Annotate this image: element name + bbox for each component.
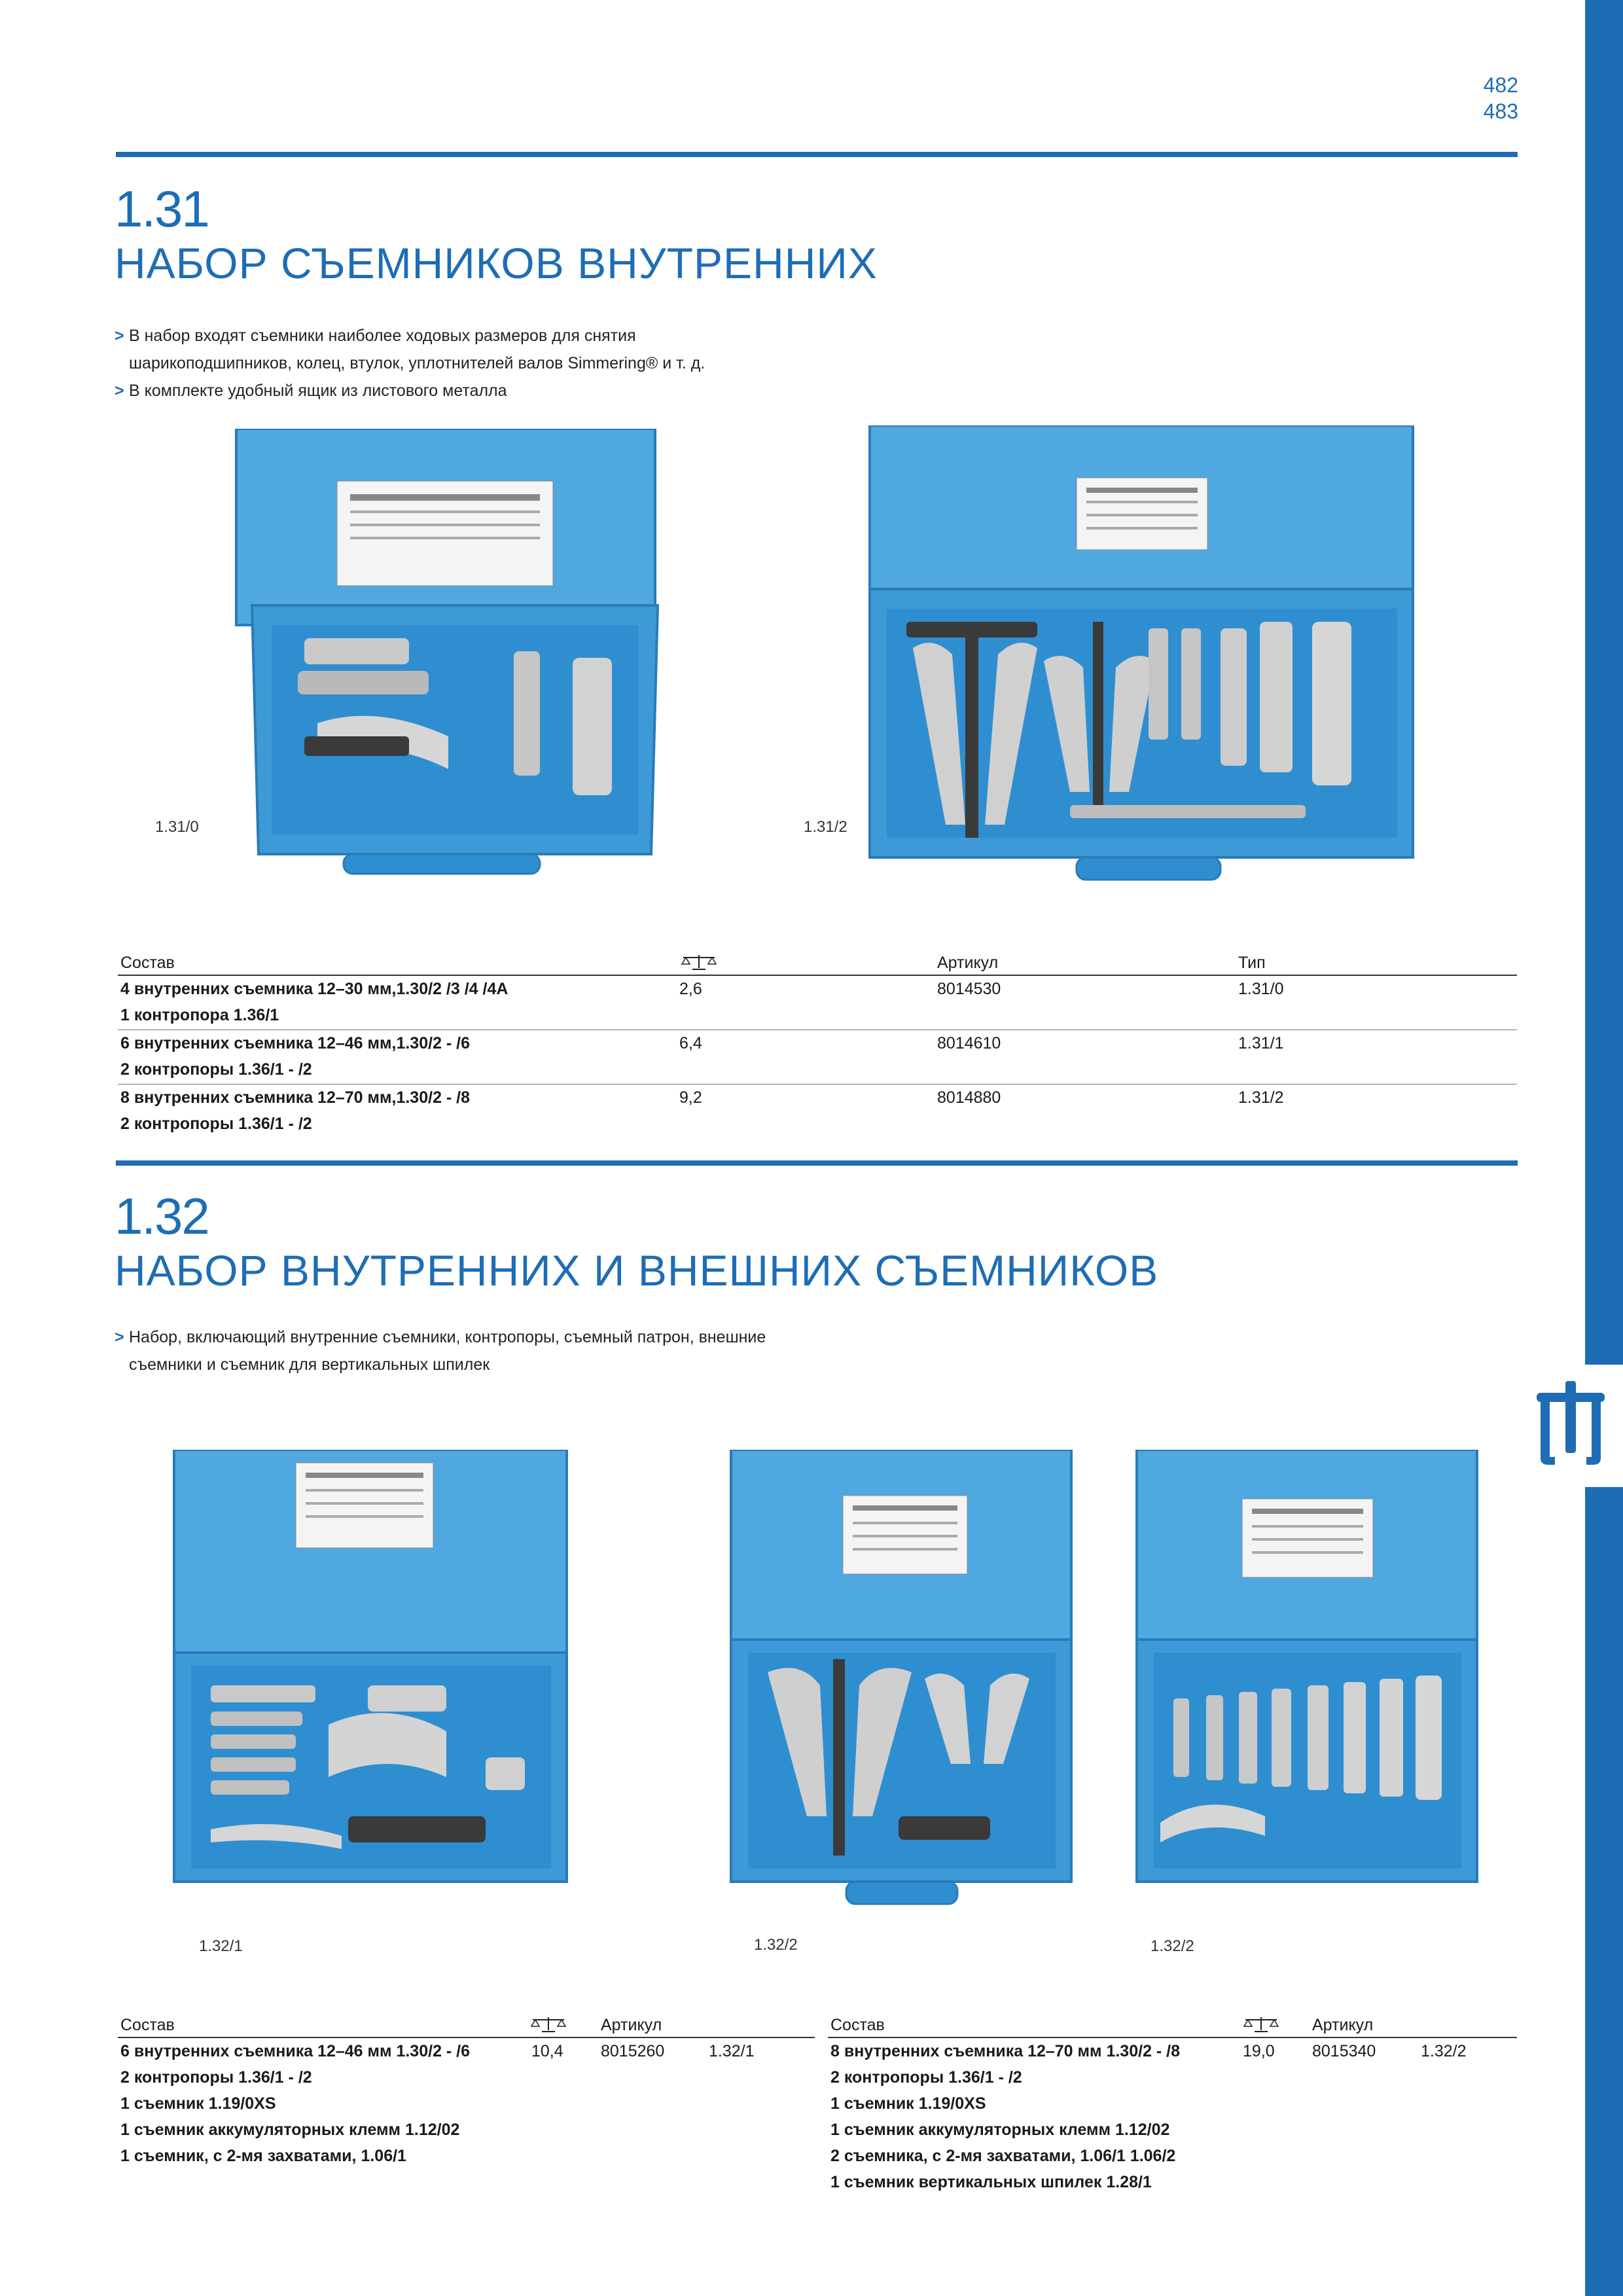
composition-line: 1 съемник вертикальных шпилек 1.28/1 — [830, 2173, 1152, 2191]
weight-cell: 9,2 — [679, 1088, 702, 1107]
photo-caption: 1.31/0 — [155, 818, 199, 836]
header-rule — [116, 152, 1518, 157]
product-photo-1-32-1 — [171, 1450, 571, 1914]
feature-list — [115, 1323, 900, 1378]
composition-cell — [120, 976, 508, 1028]
article-cell: 8014530 — [937, 980, 1001, 998]
side-band-top — [1585, 0, 1623, 1365]
composition-line: 1 съемник аккумуляторных клемм 1.12/02 — [120, 2121, 460, 2139]
column-header-article: Артикул — [601, 2016, 662, 2034]
feature-list — [115, 322, 769, 404]
weight-cell: 10,4 — [531, 2042, 563, 2060]
photo-caption: 1.32/2 — [1150, 1937, 1194, 1955]
composition-line: 1 съемник аккумуляторных клемм 1.12/02 — [830, 2121, 1170, 2139]
product-photo-1-32-2-b — [1134, 1450, 1481, 1914]
photo-caption: 1.31/2 — [804, 818, 847, 836]
feature-item-continued: шарикоподшипников, колец, втулок, уплотнителей валов Simmering® и т. д. — [129, 354, 705, 372]
composition-line: 2 контропоры 1.36/1 - /2 — [120, 1115, 312, 1133]
product-photo-1-31-2 — [867, 425, 1417, 890]
composition-cell — [830, 2038, 1180, 2195]
table-header — [118, 2013, 815, 2038]
scale-kg-icon — [1243, 2016, 1279, 2034]
section-title: НАБОР СЪЕМНИКОВ ВНУТРЕННИХ — [115, 239, 878, 287]
side-band-bottom — [1585, 1487, 1623, 2296]
section-title: НАБОР ВНУТРЕННИХ И ВНЕШНИХ СЪЕМНИКОВ — [115, 1246, 1159, 1295]
article-cell: 8014880 — [937, 1088, 1001, 1107]
puller-icon — [1531, 1381, 1610, 1473]
composition-line: 2 съемника, с 2-мя захватами, 1.06/1 1.06/2 — [830, 2147, 1176, 2165]
spec-table-1-32-2 — [828, 2013, 1517, 2202]
composition-line: 8 внутренних съемника 12–70 мм,1.30/2 - /8 — [120, 1088, 471, 1107]
section-divider — [116, 1160, 1518, 1166]
composition-line: 2 контропоры 1.36/1 - /2 — [830, 2068, 1022, 2087]
composition-line: 6 внутренних съемника 12–46 мм,1.30/2 - /6 — [120, 1034, 471, 1052]
weight-cell: 19,0 — [1243, 2042, 1275, 2060]
table-header — [828, 2013, 1517, 2038]
table-row — [118, 2038, 815, 2176]
table-row — [118, 976, 1517, 1030]
table-row — [828, 2038, 1517, 2202]
composition-line: 1 съемник 1.19/0XS — [120, 2094, 276, 2113]
scale-kg-icon — [681, 954, 717, 972]
composition-cell — [120, 2038, 470, 2169]
column-header-type: Тип — [1238, 954, 1266, 972]
composition-cell — [120, 1030, 470, 1083]
feature-item-continued: съемники и съемник для вертикальных шпилек — [129, 1355, 490, 1374]
composition-line: 8 внутренних съемника 12–70 мм 1.30/2 - /8 — [830, 2042, 1181, 2060]
table-row — [118, 1030, 1517, 1085]
spec-table-1-31 — [118, 951, 1517, 1138]
product-photo-1-32-2-a — [728, 1450, 1075, 1914]
page-number-right: 483 — [1483, 99, 1518, 123]
type-cell: 1.31/1 — [1238, 1034, 1284, 1052]
type-cell: 1.32/1 — [709, 2042, 755, 2060]
composition-line: 1 съемник 1.19/0XS — [830, 2094, 986, 2113]
article-cell: 8015260 — [601, 2042, 665, 2060]
column-header-article: Артикул — [937, 954, 999, 972]
type-cell: 1.31/0 — [1238, 980, 1284, 998]
page-number-left: 482 — [1483, 73, 1518, 97]
composition-line: 1 съемник, с 2-мя захватами, 1.06/1 — [120, 2147, 406, 2165]
composition-cell — [120, 1085, 470, 1137]
type-cell: 1.31/2 — [1238, 1088, 1284, 1107]
feature-item: > В набор входят съемники наиболее ходовых размеров для снятия — [115, 322, 769, 350]
section-number: 1.32 — [115, 1187, 209, 1245]
weight-cell: 2,6 — [679, 980, 702, 998]
weight-cell: 6,4 — [679, 1034, 702, 1052]
composition-line: 4 внутренних съемника 12–30 мм,1.30/2 /3 /4 /4A — [120, 980, 508, 998]
photo-caption: 1.32/1 — [199, 1937, 243, 1955]
photo-caption: 1.32/2 — [754, 1936, 798, 1954]
page-numbers — [1484, 72, 1518, 124]
column-header-composition: Состав — [120, 2016, 175, 2034]
table-row — [118, 1085, 1517, 1138]
composition-line: 6 внутренних съемника 12–46 мм 1.30/2 - /6 — [120, 2042, 471, 2060]
feature-item: > В комплекте удобный ящик из листового металла — [115, 377, 769, 404]
scale-kg-icon — [530, 2016, 567, 2034]
feature-item: > Набор, включающий внутренние съемники, контропоры, съемный патрон, внешние — [115, 1323, 900, 1351]
article-cell: 8014610 — [937, 1034, 1001, 1052]
type-cell: 1.32/2 — [1421, 2042, 1467, 2060]
column-header-article: Артикул — [1312, 2016, 1374, 2034]
composition-line: 2 контропоры 1.36/1 - /2 — [120, 2068, 312, 2087]
table-header — [118, 951, 1517, 976]
column-header-composition: Состав — [830, 2016, 885, 2034]
section-number: 1.31 — [115, 180, 209, 238]
product-photo-1-31-0 — [232, 429, 664, 887]
composition-line: 2 контропоры 1.36/1 - /2 — [120, 1060, 312, 1079]
spec-table-1-32-1 — [118, 2013, 815, 2176]
article-cell: 8015340 — [1312, 2042, 1376, 2060]
composition-line: 1 контропора 1.36/1 — [120, 1006, 279, 1024]
column-header-composition: Состав — [120, 954, 175, 972]
